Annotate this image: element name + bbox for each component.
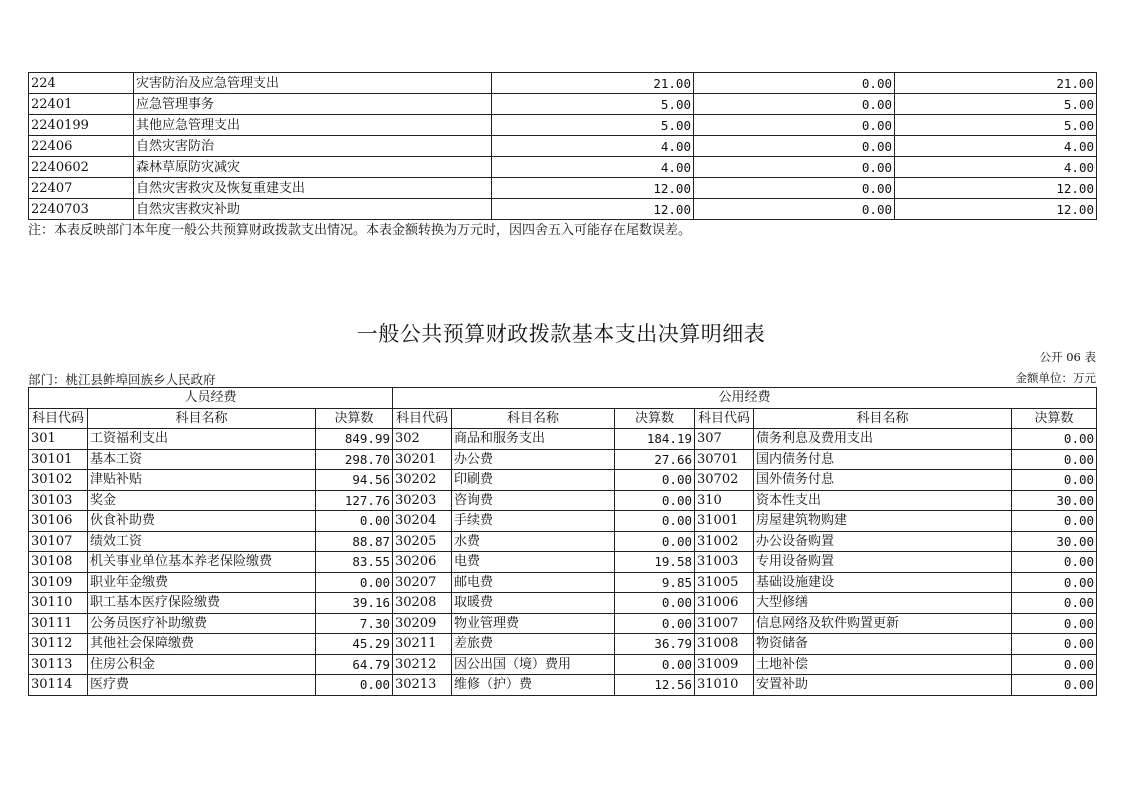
subject-code-cell: 30109 <box>29 572 88 593</box>
table-row <box>29 490 1097 511</box>
column-header-name: 科目名称 <box>88 408 316 429</box>
column-header-amount: 决算数 <box>316 408 393 429</box>
amount-cell: 849.99 <box>316 429 393 450</box>
subject-name-cell: 国外债务付息 <box>754 470 1012 491</box>
amount-cell: 0.00 <box>1012 511 1097 532</box>
amount-cell: 0.00 <box>694 178 895 199</box>
subject-code-cell: 30209 <box>393 613 452 634</box>
table-row <box>29 654 1097 675</box>
subject-name-cell: 国内债务付息 <box>754 449 1012 470</box>
table-row <box>29 73 1097 94</box>
amount-cell: 0.00 <box>1012 552 1097 573</box>
amount-cell: 12.56 <box>615 675 695 696</box>
subject-name-cell: 房屋建筑物购建 <box>754 511 1012 532</box>
subject-code-cell: 2240199 <box>29 115 134 136</box>
subject-name-cell: 办公费 <box>452 449 615 470</box>
amount-cell: 0.00 <box>694 115 895 136</box>
subject-name-cell: 住房公积金 <box>88 654 316 675</box>
column-header-name: 科目名称 <box>452 408 615 429</box>
subject-code-cell: 31001 <box>695 511 754 532</box>
subject-code-cell: 30205 <box>393 531 452 552</box>
amount-cell: 12.00 <box>492 178 694 199</box>
amount-cell: 5.00 <box>492 115 694 136</box>
subject-name-cell: 奖金 <box>88 490 316 511</box>
subject-code-cell: 307 <box>695 429 754 450</box>
subject-code-cell: 30113 <box>29 654 88 675</box>
table-row <box>29 675 1097 696</box>
subject-name-cell: 公务员医疗补助缴费 <box>88 613 316 634</box>
amount-cell: 0.00 <box>1012 634 1097 655</box>
amount-cell: 12.00 <box>492 199 694 220</box>
table-row <box>29 199 1097 220</box>
subject-name-cell: 大型修缮 <box>754 593 1012 614</box>
subject-code-cell: 30108 <box>29 552 88 573</box>
amount-cell: 0.00 <box>694 157 895 178</box>
amount-cell: 27.66 <box>615 449 695 470</box>
amount-cell: 21.00 <box>492 73 694 94</box>
subject-name-cell: 手续费 <box>452 511 615 532</box>
subject-name-cell: 办公设备购置 <box>754 531 1012 552</box>
table-row <box>29 613 1097 634</box>
amount-unit-label: 金额单位：万元 <box>1015 371 1096 385</box>
subject-code-cell: 301 <box>29 429 88 450</box>
subject-name-cell: 其他社会保障缴费 <box>88 634 316 655</box>
amount-cell: 0.00 <box>316 572 393 593</box>
subject-name-cell: 自然灾害救灾及恢复重建支出 <box>134 178 492 199</box>
table-row <box>29 94 1097 115</box>
subject-code-cell: 30213 <box>393 675 452 696</box>
amount-cell: 94.56 <box>316 470 393 491</box>
amount-cell: 0.00 <box>694 73 895 94</box>
expenditure-table-continued <box>28 72 1097 220</box>
amount-cell: 12.00 <box>895 199 1097 220</box>
amount-cell: 0.00 <box>694 136 895 157</box>
subject-name-cell: 维修（护）费 <box>452 675 615 696</box>
subject-name-cell: 债务利息及费用支出 <box>754 429 1012 450</box>
subject-name-cell: 工资福利支出 <box>88 429 316 450</box>
subject-name-cell: 物资储备 <box>754 634 1012 655</box>
table-note: 注：本表反映部门本年度一般公共预算财政拨款支出情况。本表金额转换为万元时，因四舍五入可能存在尾数误差。 <box>28 223 692 238</box>
column-header-amount: 决算数 <box>1012 408 1097 429</box>
subject-code-cell: 30203 <box>393 490 452 511</box>
amount-cell: 0.00 <box>694 94 895 115</box>
amount-cell: 30.00 <box>1012 490 1097 511</box>
subject-name-cell: 应急管理事务 <box>134 94 492 115</box>
table-row <box>29 511 1097 532</box>
amount-cell: 0.00 <box>615 490 695 511</box>
amount-cell: 4.00 <box>492 157 694 178</box>
subject-name-cell: 医疗费 <box>88 675 316 696</box>
subject-code-cell: 22401 <box>29 94 134 115</box>
subject-name-cell: 咨询费 <box>452 490 615 511</box>
subject-code-cell: 31009 <box>695 654 754 675</box>
amount-cell: 0.00 <box>1012 593 1097 614</box>
subject-name-cell: 电费 <box>452 552 615 573</box>
subject-name-cell: 森林草原防灾减灾 <box>134 157 492 178</box>
amount-cell: 0.00 <box>615 654 695 675</box>
column-header-row <box>29 408 1097 429</box>
amount-cell: 19.58 <box>615 552 695 573</box>
subject-name-cell: 伙食补助费 <box>88 511 316 532</box>
subject-name-cell: 灾害防治及应急管理支出 <box>134 73 492 94</box>
group-public-header: 公用经费 <box>393 388 1097 409</box>
amount-cell: 0.00 <box>1012 449 1097 470</box>
subject-code-cell: 30701 <box>695 449 754 470</box>
table-row <box>29 157 1097 178</box>
amount-cell: 127.76 <box>316 490 393 511</box>
column-header-amount: 决算数 <box>615 408 695 429</box>
subject-code-cell: 31003 <box>695 552 754 573</box>
department-label: 部门：桃江县鲊埠回族乡人民政府 <box>28 372 216 387</box>
table-row <box>29 531 1097 552</box>
subject-name-cell: 邮电费 <box>452 572 615 593</box>
group-header-row <box>29 388 1097 409</box>
amount-cell: 0.00 <box>1012 470 1097 491</box>
subject-code-cell: 31002 <box>695 531 754 552</box>
amount-cell: 5.00 <box>895 115 1097 136</box>
subject-code-cell: 31008 <box>695 634 754 655</box>
amount-cell: 0.00 <box>1012 572 1097 593</box>
subject-name-cell: 职工基本医疗保险缴费 <box>88 593 316 614</box>
amount-cell: 4.00 <box>895 136 1097 157</box>
subject-code-cell: 30110 <box>29 593 88 614</box>
amount-cell: 39.16 <box>316 593 393 614</box>
subject-code-cell: 30102 <box>29 470 88 491</box>
subject-code-cell: 30201 <box>393 449 452 470</box>
column-header-code: 科目代码 <box>393 408 452 429</box>
amount-cell: 30.00 <box>1012 531 1097 552</box>
subject-code-cell: 22407 <box>29 178 134 199</box>
subject-name-cell: 职业年金缴费 <box>88 572 316 593</box>
table-row <box>29 449 1097 470</box>
page-title: 一般公共预算财政拨款基本支出决算明细表 <box>356 322 766 346</box>
column-header-code: 科目代码 <box>29 408 88 429</box>
subject-code-cell: 30112 <box>29 634 88 655</box>
amount-cell: 45.29 <box>316 634 393 655</box>
amount-cell: 0.00 <box>1012 675 1097 696</box>
form-number: 公开 06 表 <box>1039 350 1096 364</box>
subject-code-cell: 30107 <box>29 531 88 552</box>
amount-cell: 0.00 <box>615 531 695 552</box>
amount-cell: 36.79 <box>615 634 695 655</box>
subject-code-cell: 302 <box>393 429 452 450</box>
subject-name-cell: 取暖费 <box>452 593 615 614</box>
subject-code-cell: 2240602 <box>29 157 134 178</box>
amount-cell: 4.00 <box>492 136 694 157</box>
amount-cell: 0.00 <box>316 511 393 532</box>
amount-cell: 184.19 <box>615 429 695 450</box>
subject-code-cell: 30208 <box>393 593 452 614</box>
amount-cell: 7.30 <box>316 613 393 634</box>
table-row <box>29 593 1097 614</box>
subject-code-cell: 30211 <box>393 634 452 655</box>
subject-name-cell: 物业管理费 <box>452 613 615 634</box>
subject-name-cell: 自然灾害防治 <box>134 136 492 157</box>
subject-name-cell: 专用设备购置 <box>754 552 1012 573</box>
subject-code-cell: 30207 <box>393 572 452 593</box>
amount-cell: 0.00 <box>615 613 695 634</box>
subject-code-cell: 30111 <box>29 613 88 634</box>
subject-code-cell: 30106 <box>29 511 88 532</box>
amount-cell: 83.55 <box>316 552 393 573</box>
subject-code-cell: 30212 <box>393 654 452 675</box>
amount-cell: 0.00 <box>1012 654 1097 675</box>
subject-code-cell: 30702 <box>695 470 754 491</box>
table-row <box>29 178 1097 199</box>
subject-name-cell: 安置补助 <box>754 675 1012 696</box>
column-header-name: 科目名称 <box>754 408 1012 429</box>
subject-name-cell: 津贴补贴 <box>88 470 316 491</box>
subject-name-cell: 差旅费 <box>452 634 615 655</box>
subject-name-cell: 水费 <box>452 531 615 552</box>
column-header-code: 科目代码 <box>695 408 754 429</box>
subject-code-cell: 224 <box>29 73 134 94</box>
subject-code-cell: 22406 <box>29 136 134 157</box>
subject-code-cell: 310 <box>695 490 754 511</box>
amount-cell: 88.87 <box>316 531 393 552</box>
amount-cell: 0.00 <box>694 199 895 220</box>
amount-cell: 0.00 <box>1012 429 1097 450</box>
amount-cell: 0.00 <box>615 511 695 532</box>
subject-name-cell: 印刷费 <box>452 470 615 491</box>
table-row <box>29 572 1097 593</box>
subject-code-cell: 30114 <box>29 675 88 696</box>
table-row <box>29 429 1097 450</box>
subject-code-cell: 30206 <box>393 552 452 573</box>
subject-code-cell: 30204 <box>393 511 452 532</box>
amount-cell: 0.00 <box>615 593 695 614</box>
amount-cell: 4.00 <box>895 157 1097 178</box>
table-row <box>29 470 1097 491</box>
subject-name-cell: 其他应急管理支出 <box>134 115 492 136</box>
table-row <box>29 115 1097 136</box>
amount-cell: 12.00 <box>895 178 1097 199</box>
subject-name-cell: 绩效工资 <box>88 531 316 552</box>
subject-name-cell: 资本性支出 <box>754 490 1012 511</box>
amount-cell: 64.79 <box>316 654 393 675</box>
subject-name-cell: 因公出国（境）费用 <box>452 654 615 675</box>
subject-name-cell: 自然灾害救灾补助 <box>134 199 492 220</box>
subject-name-cell: 商品和服务支出 <box>452 429 615 450</box>
amount-cell: 21.00 <box>895 73 1097 94</box>
table-row <box>29 136 1097 157</box>
amount-cell: 5.00 <box>492 94 694 115</box>
amount-cell: 298.70 <box>316 449 393 470</box>
amount-cell: 9.85 <box>615 572 695 593</box>
amount-cell: 0.00 <box>615 470 695 491</box>
table-row <box>29 634 1097 655</box>
subject-code-cell: 31006 <box>695 593 754 614</box>
subject-name-cell: 机关事业单位基本养老保险缴费 <box>88 552 316 573</box>
subject-name-cell: 土地补偿 <box>754 654 1012 675</box>
group-personnel-header: 人员经费 <box>29 388 393 409</box>
subject-code-cell: 30202 <box>393 470 452 491</box>
subject-code-cell: 30101 <box>29 449 88 470</box>
amount-cell: 0.00 <box>316 675 393 696</box>
amount-cell: 0.00 <box>1012 613 1097 634</box>
basic-expenditure-detail-table <box>28 387 1097 696</box>
subject-code-cell: 31010 <box>695 675 754 696</box>
subject-name-cell: 基础设施建设 <box>754 572 1012 593</box>
subject-code-cell: 31005 <box>695 572 754 593</box>
table-row <box>29 552 1097 573</box>
subject-name-cell: 信息网络及软件购置更新 <box>754 613 1012 634</box>
subject-name-cell: 基本工资 <box>88 449 316 470</box>
subject-code-cell: 2240703 <box>29 199 134 220</box>
subject-code-cell: 31007 <box>695 613 754 634</box>
amount-cell: 5.00 <box>895 94 1097 115</box>
subject-code-cell: 30103 <box>29 490 88 511</box>
